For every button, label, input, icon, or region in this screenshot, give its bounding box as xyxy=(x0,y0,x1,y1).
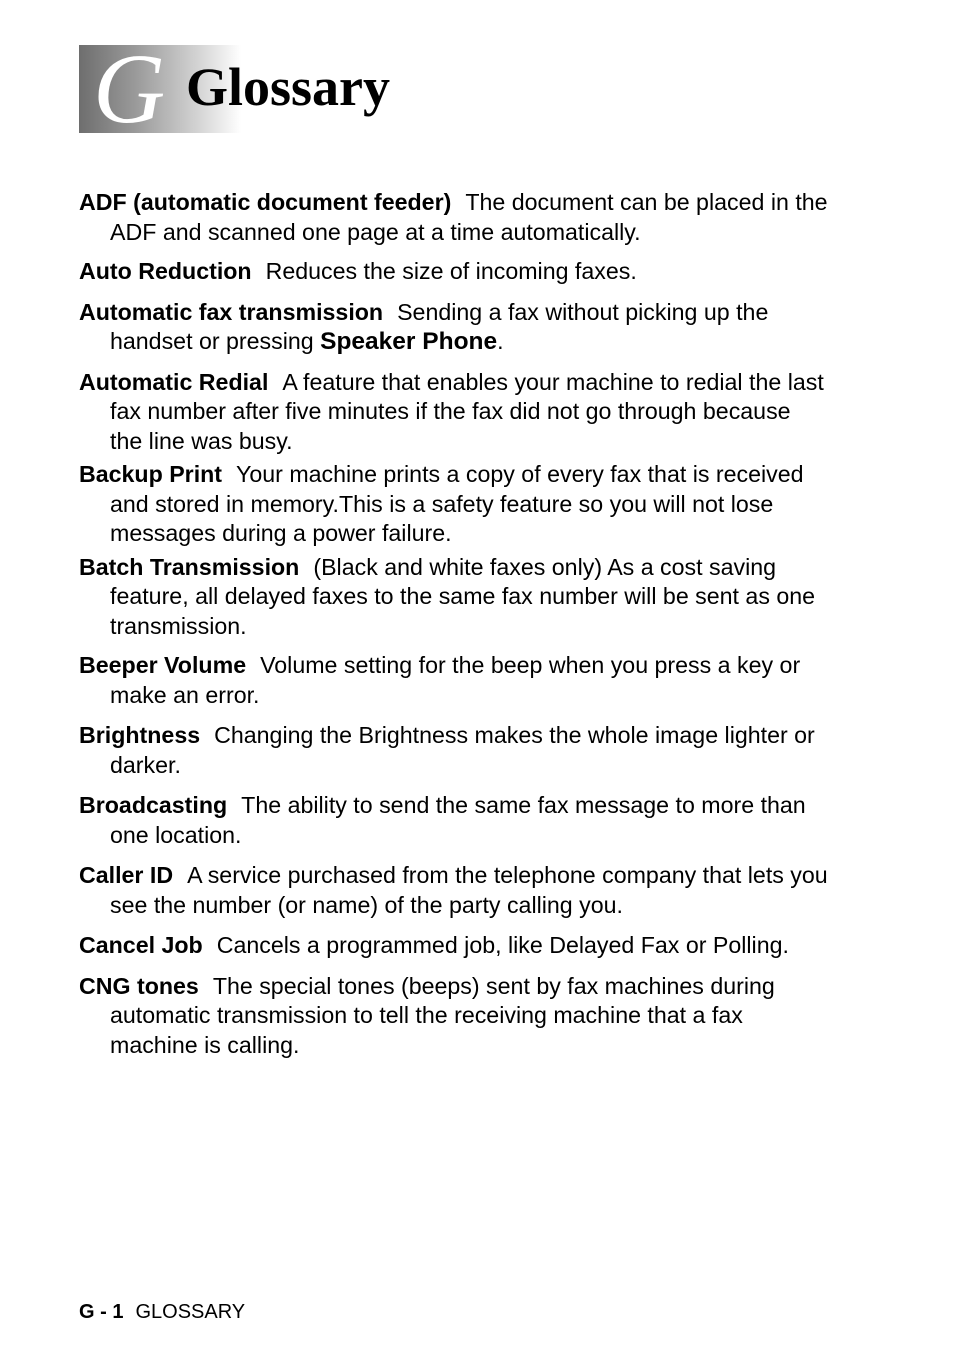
glossary-entry-automatic-redial xyxy=(79,368,829,457)
glossary-entry-caller-id xyxy=(79,861,829,920)
glossary-term: Auto Reduction xyxy=(79,258,252,284)
glossary-definition: The document can be placed in the ADF and scanned one page at a time automatically. xyxy=(110,189,828,245)
glossary-term: CNG tones xyxy=(79,972,199,999)
footer-section-name: GLOSSARY xyxy=(135,1301,246,1323)
glossary-definition: The special tones (beeps) sent by fax machines during automatic transmission to tell the receiving machine that a fax machine is calling. xyxy=(110,972,775,1058)
glossary-definition: Volume setting for the beep when you press a key or make an error. xyxy=(110,652,801,708)
page-footer xyxy=(79,1300,245,1324)
glossary-entry-automatic-fax-transmission xyxy=(79,298,829,357)
glossary-definition: Reduces the size of incoming faxes. xyxy=(265,258,637,284)
glossary-definition: Your machine prints a copy of every fax that is received and stored in memory.This is a safety feature so you will not lose messages during a power failure. xyxy=(110,461,804,546)
glossary-term: Cancel Job xyxy=(79,932,203,958)
glossary-term: Backup Print xyxy=(79,461,223,487)
glossary-definition: (Black and white faxes only) As a cost saving feature, all delayed faxes to the same fax number will be sent as one transmission. xyxy=(110,553,816,639)
glossary-entry-backup-print xyxy=(79,460,829,549)
glossary-term: Automatic Redial xyxy=(79,368,269,395)
glossary-term: Automatic fax transmission xyxy=(79,298,384,325)
glossary-entry-beeper-volume xyxy=(79,651,829,710)
glossary-term: Broadcasting xyxy=(79,792,228,818)
page-title: Glossary xyxy=(186,57,391,117)
glossary-term: Caller ID xyxy=(79,862,174,888)
glossary-definition: A feature that enables your machine to redial the last fax number after five minutes if the fax did not go through because the line was busy. xyxy=(110,368,824,454)
glossary-definition: The ability to send the same fax message to more than one location. xyxy=(110,792,806,848)
glossary-entry-batch-transmission xyxy=(79,553,829,642)
glossary-definition: Changing the Brightness makes the whole image lighter or darker. xyxy=(110,722,815,778)
glossary-entry-cancel-job xyxy=(79,931,829,961)
glossary-term: Batch Transmission xyxy=(79,553,300,580)
chapter-letter: G xyxy=(93,33,166,144)
glossary-list xyxy=(79,188,829,1060)
glossary-entry-cng-tones xyxy=(79,972,829,1061)
glossary-term: ADF (automatic document feeder) xyxy=(79,189,452,215)
glossary-entry-adf xyxy=(79,188,829,247)
glossary-term: Beeper Volume xyxy=(79,652,247,678)
glossary-entry-brightness xyxy=(79,721,829,780)
speaker-phone-key-label: Speaker Phone xyxy=(320,328,498,355)
glossary-entry-broadcasting xyxy=(79,791,829,850)
glossary-entry-auto-reduction xyxy=(79,257,829,287)
glossary-definition: A service purchased from the telephone company that lets you see the number (or name) of the party calling you. xyxy=(110,862,828,918)
glossary-term: Brightness xyxy=(79,722,201,748)
glossary-definition: Sending a fax without picking up the handset or pressing xyxy=(110,298,769,354)
page-number: G - 1 xyxy=(79,1301,124,1323)
glossary-definition: Cancels a programmed job, like Delayed Fax or Polling. xyxy=(216,932,789,958)
chapter-header xyxy=(79,33,479,144)
glossary-definition-end: . xyxy=(497,328,504,354)
